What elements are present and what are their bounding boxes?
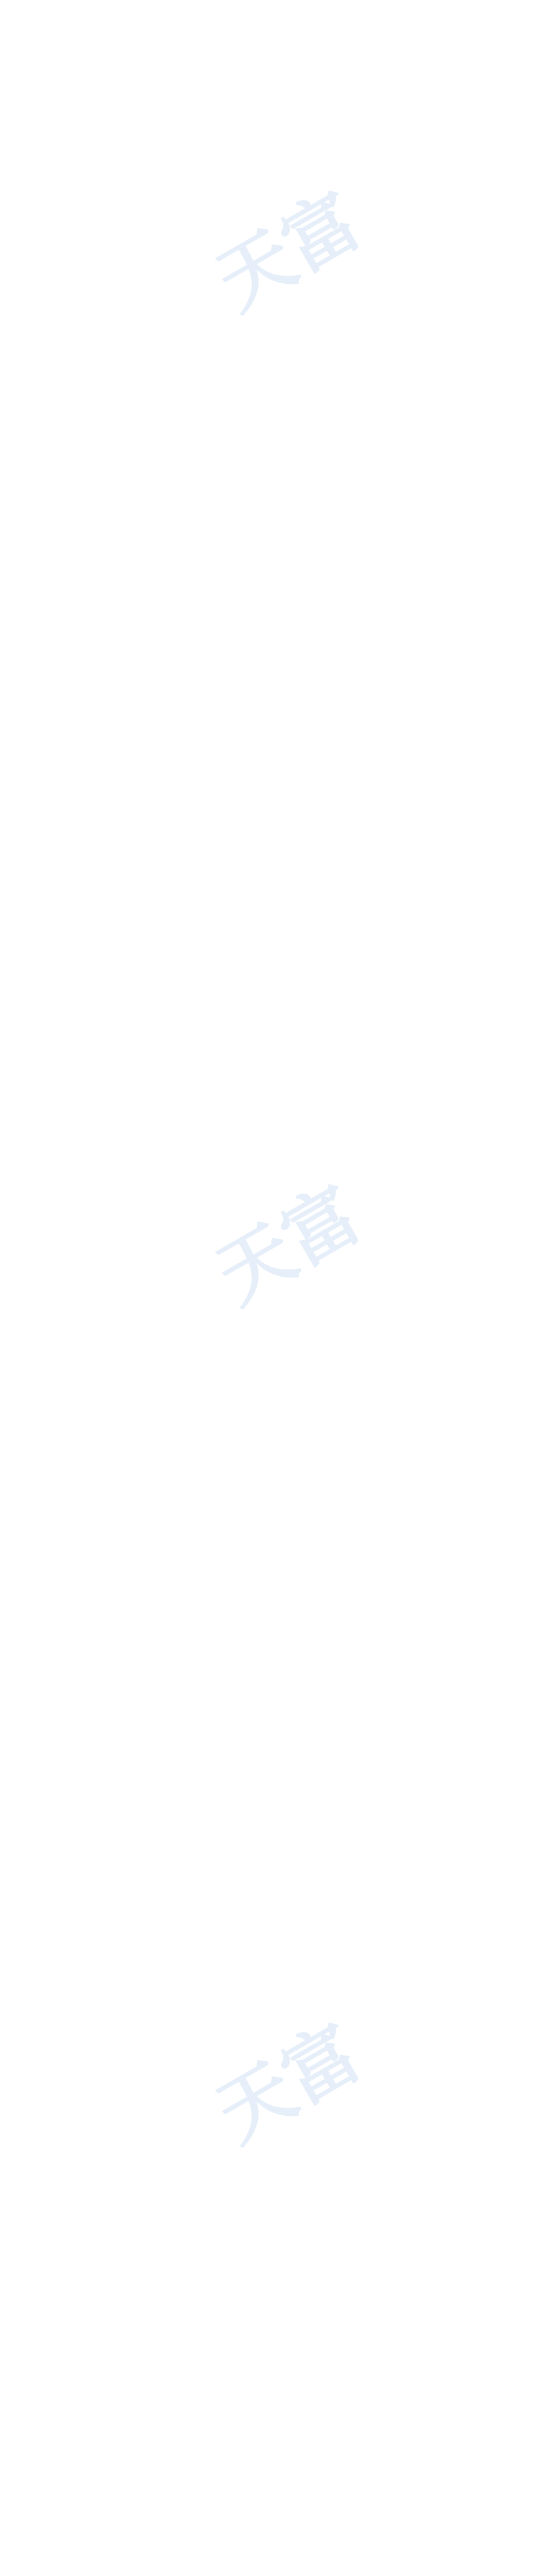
figure-5 xyxy=(19,2134,280,2302)
figure-3 xyxy=(19,1154,280,1309)
fig4-chart xyxy=(292,1154,541,1287)
figure-1 xyxy=(19,624,286,816)
page-title xyxy=(0,0,560,19)
figure-2 xyxy=(292,624,541,816)
figure-4 xyxy=(292,1154,541,1309)
fig2-chart xyxy=(292,624,541,791)
watermark-logo: 天富 xyxy=(202,1171,375,1321)
watermark-logo: 天富 xyxy=(202,2009,375,2159)
watermark-logo: 天富 xyxy=(202,177,375,327)
figure-6 xyxy=(292,2134,541,2302)
fig5-chart xyxy=(19,2134,280,2278)
fig3-chart xyxy=(19,1154,280,1287)
fig1-chart xyxy=(19,624,286,791)
fig6-chart xyxy=(292,2134,541,2278)
